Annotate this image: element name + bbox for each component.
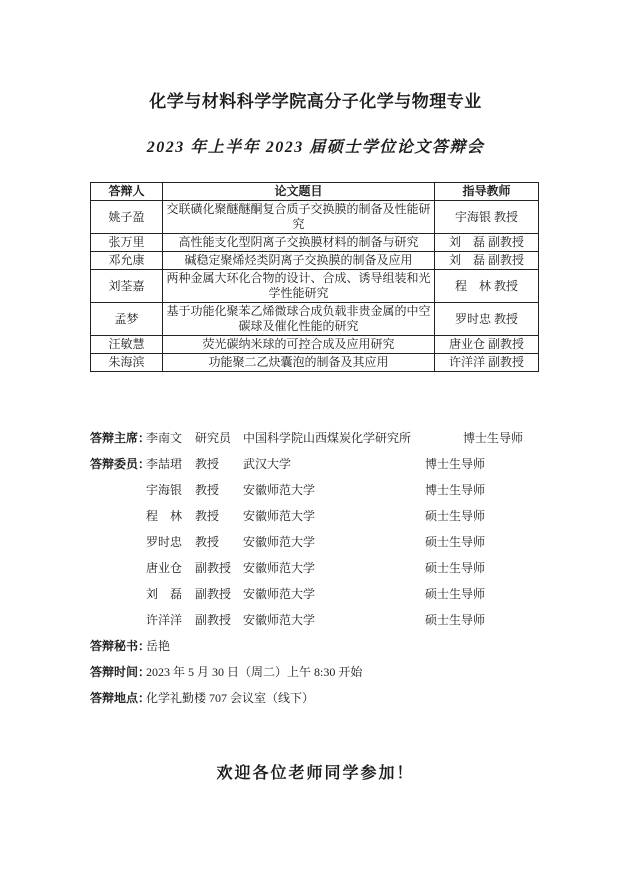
secretary-name: 岳艳: [146, 638, 171, 653]
defense-time-row: [90, 658, 541, 684]
time-value: 2023 年 5 月 30 日（周二）上午 8:30 开始: [146, 664, 363, 679]
secretary-label: 答辩秘书：: [90, 638, 151, 653]
member-supervisor-status: 博士生导师: [425, 482, 486, 497]
member-supervisor-status: 硕士生导师: [425, 560, 486, 575]
member-affiliation: 中国科学院山西煤炭化学研究所: [243, 430, 412, 445]
chair-label: 答辩主席：: [90, 430, 151, 445]
thesis-title: 高性能支化型阴离子交换膜材料的制备与研究: [163, 234, 435, 252]
column-header-thesis-title: 论文题目: [163, 183, 435, 201]
committee-member-row: [90, 606, 541, 632]
member-affiliation: 安徽师范大学: [243, 560, 316, 575]
member-title: 教授: [195, 456, 220, 471]
defender-name: 邓允康: [91, 252, 163, 270]
member-name: 李南文: [146, 430, 183, 445]
member-title: 教授: [195, 534, 220, 549]
member-supervisor-status: 硕士生导师: [425, 534, 486, 549]
column-header-defender: 答辩人: [91, 183, 163, 201]
committee-panel: [90, 424, 541, 710]
defender-name: 刘荃嘉: [91, 270, 163, 303]
member-supervisor-status: 硕士生导师: [425, 612, 486, 627]
member-title: 副教授: [195, 612, 232, 627]
column-header-advisor: 指导教师: [435, 183, 539, 201]
advisor-name: 罗时忠 教授: [435, 303, 539, 336]
defender-name: 姚子盈: [91, 201, 163, 234]
advisor-name: 程 林 教授: [435, 270, 539, 303]
member-name: 唐业仓: [146, 560, 183, 575]
committee-member-row: [90, 502, 541, 528]
thesis-title: 交联磺化聚醚醚酮复合质子交换膜的制备及性能研究: [163, 201, 435, 234]
thesis-title: 基于功能化聚苯乙烯微球合成负载非贵金属的中空碳球及催化性能的研究: [163, 303, 435, 336]
member-affiliation: 安徽师范大学: [243, 612, 316, 627]
defense-location-row: [90, 684, 541, 710]
member-affiliation: 安徽师范大学: [243, 586, 316, 601]
member-name: 宇海银: [146, 482, 183, 497]
table-row: [91, 234, 539, 252]
member-supervisor-status: 硕士生导师: [425, 586, 486, 601]
thesis-title: 两种金属大环化合物的设计、合成、诱导组装和光学性能研究: [163, 270, 435, 303]
defender-name: 汪敏慧: [91, 336, 163, 354]
committee-member-row: [90, 580, 541, 606]
table-row: [91, 201, 539, 234]
member-supervisor-status: 硕士生导师: [425, 508, 486, 523]
page-title: 化学与材料科学学院高分子化学与物理专业: [149, 92, 482, 111]
member-affiliation: 安徽师范大学: [243, 508, 316, 523]
table-row: [91, 303, 539, 336]
defense-schedule-table: [90, 182, 539, 372]
member-name: 罗时忠: [146, 534, 183, 549]
thesis-title: 功能聚二乙炔囊泡的制备及其应用: [163, 354, 435, 372]
member-name: 程 林: [146, 508, 183, 523]
member-supervisor-status: 博士生导师: [425, 456, 486, 471]
committee-label: 答辩委员：: [90, 456, 151, 471]
location-label: 答辩地点：: [90, 690, 151, 705]
thesis-title: 荧光碳纳米球的可控合成及应用研究: [163, 336, 435, 354]
defender-name: 孟梦: [91, 303, 163, 336]
advisor-name: 刘 磊 副教授: [435, 234, 539, 252]
member-affiliation: 武汉大学: [243, 456, 292, 471]
member-title: 副教授: [195, 560, 232, 575]
closing-message: 欢迎各位老师同学参加！: [216, 765, 415, 782]
secretary-row: [90, 632, 541, 658]
defender-name: 张万里: [91, 234, 163, 252]
member-title: 副教授: [195, 586, 232, 601]
table-row: [91, 354, 539, 372]
member-title: 教授: [195, 482, 220, 497]
thesis-title: 碱稳定聚烯烃类阴离子交换膜的制备及应用: [163, 252, 435, 270]
committee-member-row: [90, 450, 541, 476]
advisor-name: 刘 磊 副教授: [435, 252, 539, 270]
member-name: 许洋洋: [146, 612, 183, 627]
member-supervisor-status: 博士生导师: [463, 430, 524, 445]
defense-chair-row: [90, 424, 541, 450]
table-row: [91, 270, 539, 303]
location-value: 化学礼勤楼 707 会议室（线下）: [146, 690, 315, 705]
defender-name: 朱海滨: [91, 354, 163, 372]
time-label: 答辩时间：: [90, 664, 151, 679]
committee-member-row: [90, 554, 541, 580]
member-title: 研究员: [195, 430, 232, 445]
member-name: 刘 磊: [146, 586, 183, 601]
member-affiliation: 安徽师范大学: [243, 482, 316, 497]
page-subtitle: 2023 年上半年 2023 届硕士学位论文答辩会: [146, 139, 485, 156]
member-name: 李喆珺: [146, 456, 183, 471]
advisor-name: 宇海银 教授: [435, 201, 539, 234]
advisor-name: 许洋洋 副教授: [435, 354, 539, 372]
committee-member-row: [90, 528, 541, 554]
member-title: 教授: [195, 508, 220, 523]
advisor-name: 唐业仓 副教授: [435, 336, 539, 354]
table-row: [91, 336, 539, 354]
member-affiliation: 安徽师范大学: [243, 534, 316, 549]
table-header-row: [91, 183, 539, 201]
table-row: [91, 252, 539, 270]
committee-member-row: [90, 476, 541, 502]
